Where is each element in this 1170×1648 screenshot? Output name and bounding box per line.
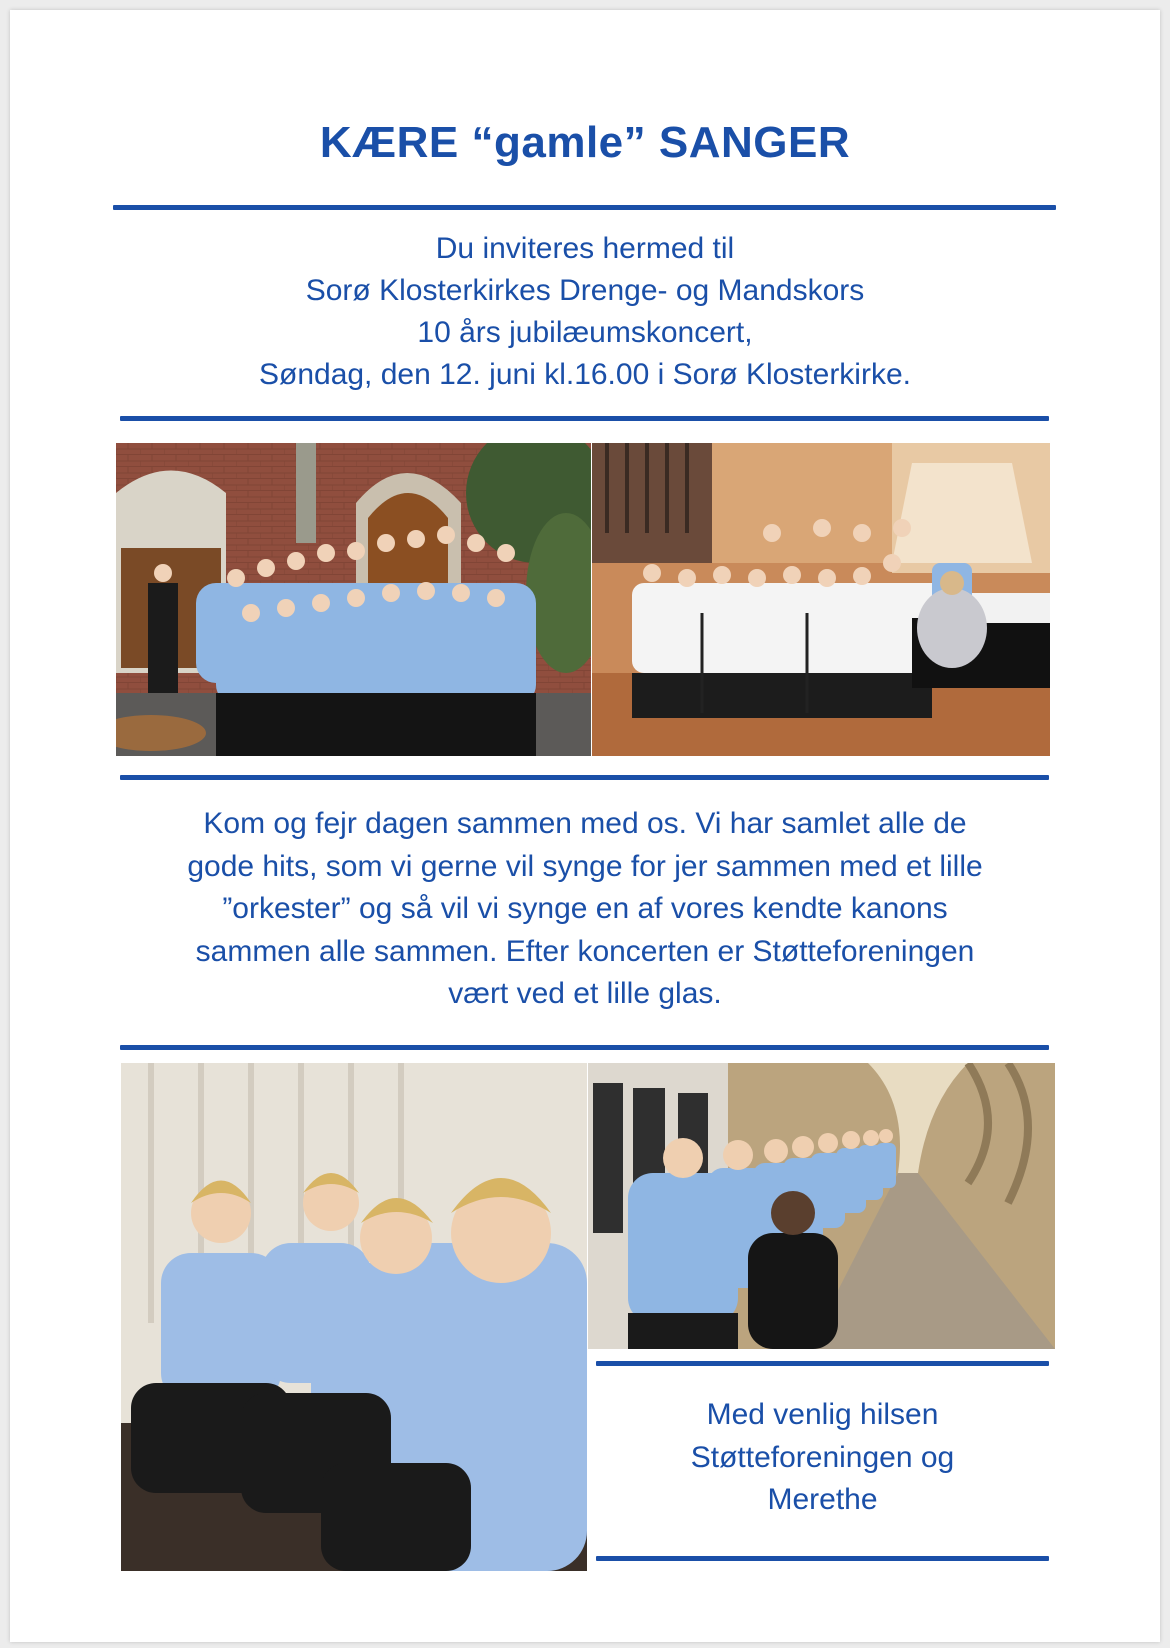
choir-outside-church-photo — [116, 443, 591, 756]
boys-sitting-photo — [121, 1063, 587, 1571]
invitation-line: Sorø Klosterkirkes Drenge- og Mandskors — [305, 274, 865, 307]
divider-bottom — [596, 1556, 1049, 1561]
body-line: gode hits, som vi gerne vil synge for jer sammen med et lille — [187, 849, 983, 883]
signature-line: Støtteforeningen og — [690, 1440, 955, 1474]
invitation-line: Du inviteres hermed til — [435, 232, 735, 265]
divider-after-invitation — [120, 416, 1049, 421]
signature-text — [596, 1394, 1049, 1522]
body-text — [0, 803, 1170, 1016]
page-title: KÆRE “gamle” SANGER — [319, 118, 851, 167]
invitation-text — [0, 228, 1170, 396]
body-line: vært ved et lille glas. — [448, 977, 722, 1010]
cloister-procession-photo — [588, 1063, 1055, 1349]
body-line: Kom og fejr dagen sammen med os. Vi har samlet alle de — [203, 807, 967, 840]
body-line: ”orkester” og så vil vi synge en af vores kendte kanons — [222, 892, 948, 925]
divider-after-photos — [120, 775, 1049, 780]
invitation-line: 10 års jubilæumskoncert, — [417, 316, 753, 349]
divider-top — [113, 205, 1056, 210]
choir-inside-church-photo — [592, 443, 1050, 756]
body-line: sammen alle sammen. Efter koncerten er Støtteforeningen — [195, 934, 975, 968]
invitation-line: Søndag, den 12. juni kl.16.00 i Sorø Klosterkirke. — [258, 358, 911, 391]
divider-above-signature — [596, 1361, 1049, 1366]
signature-line: Med venlig hilsen — [706, 1398, 939, 1431]
divider-after-body — [120, 1045, 1049, 1050]
signature-line: Merethe — [767, 1483, 878, 1516]
